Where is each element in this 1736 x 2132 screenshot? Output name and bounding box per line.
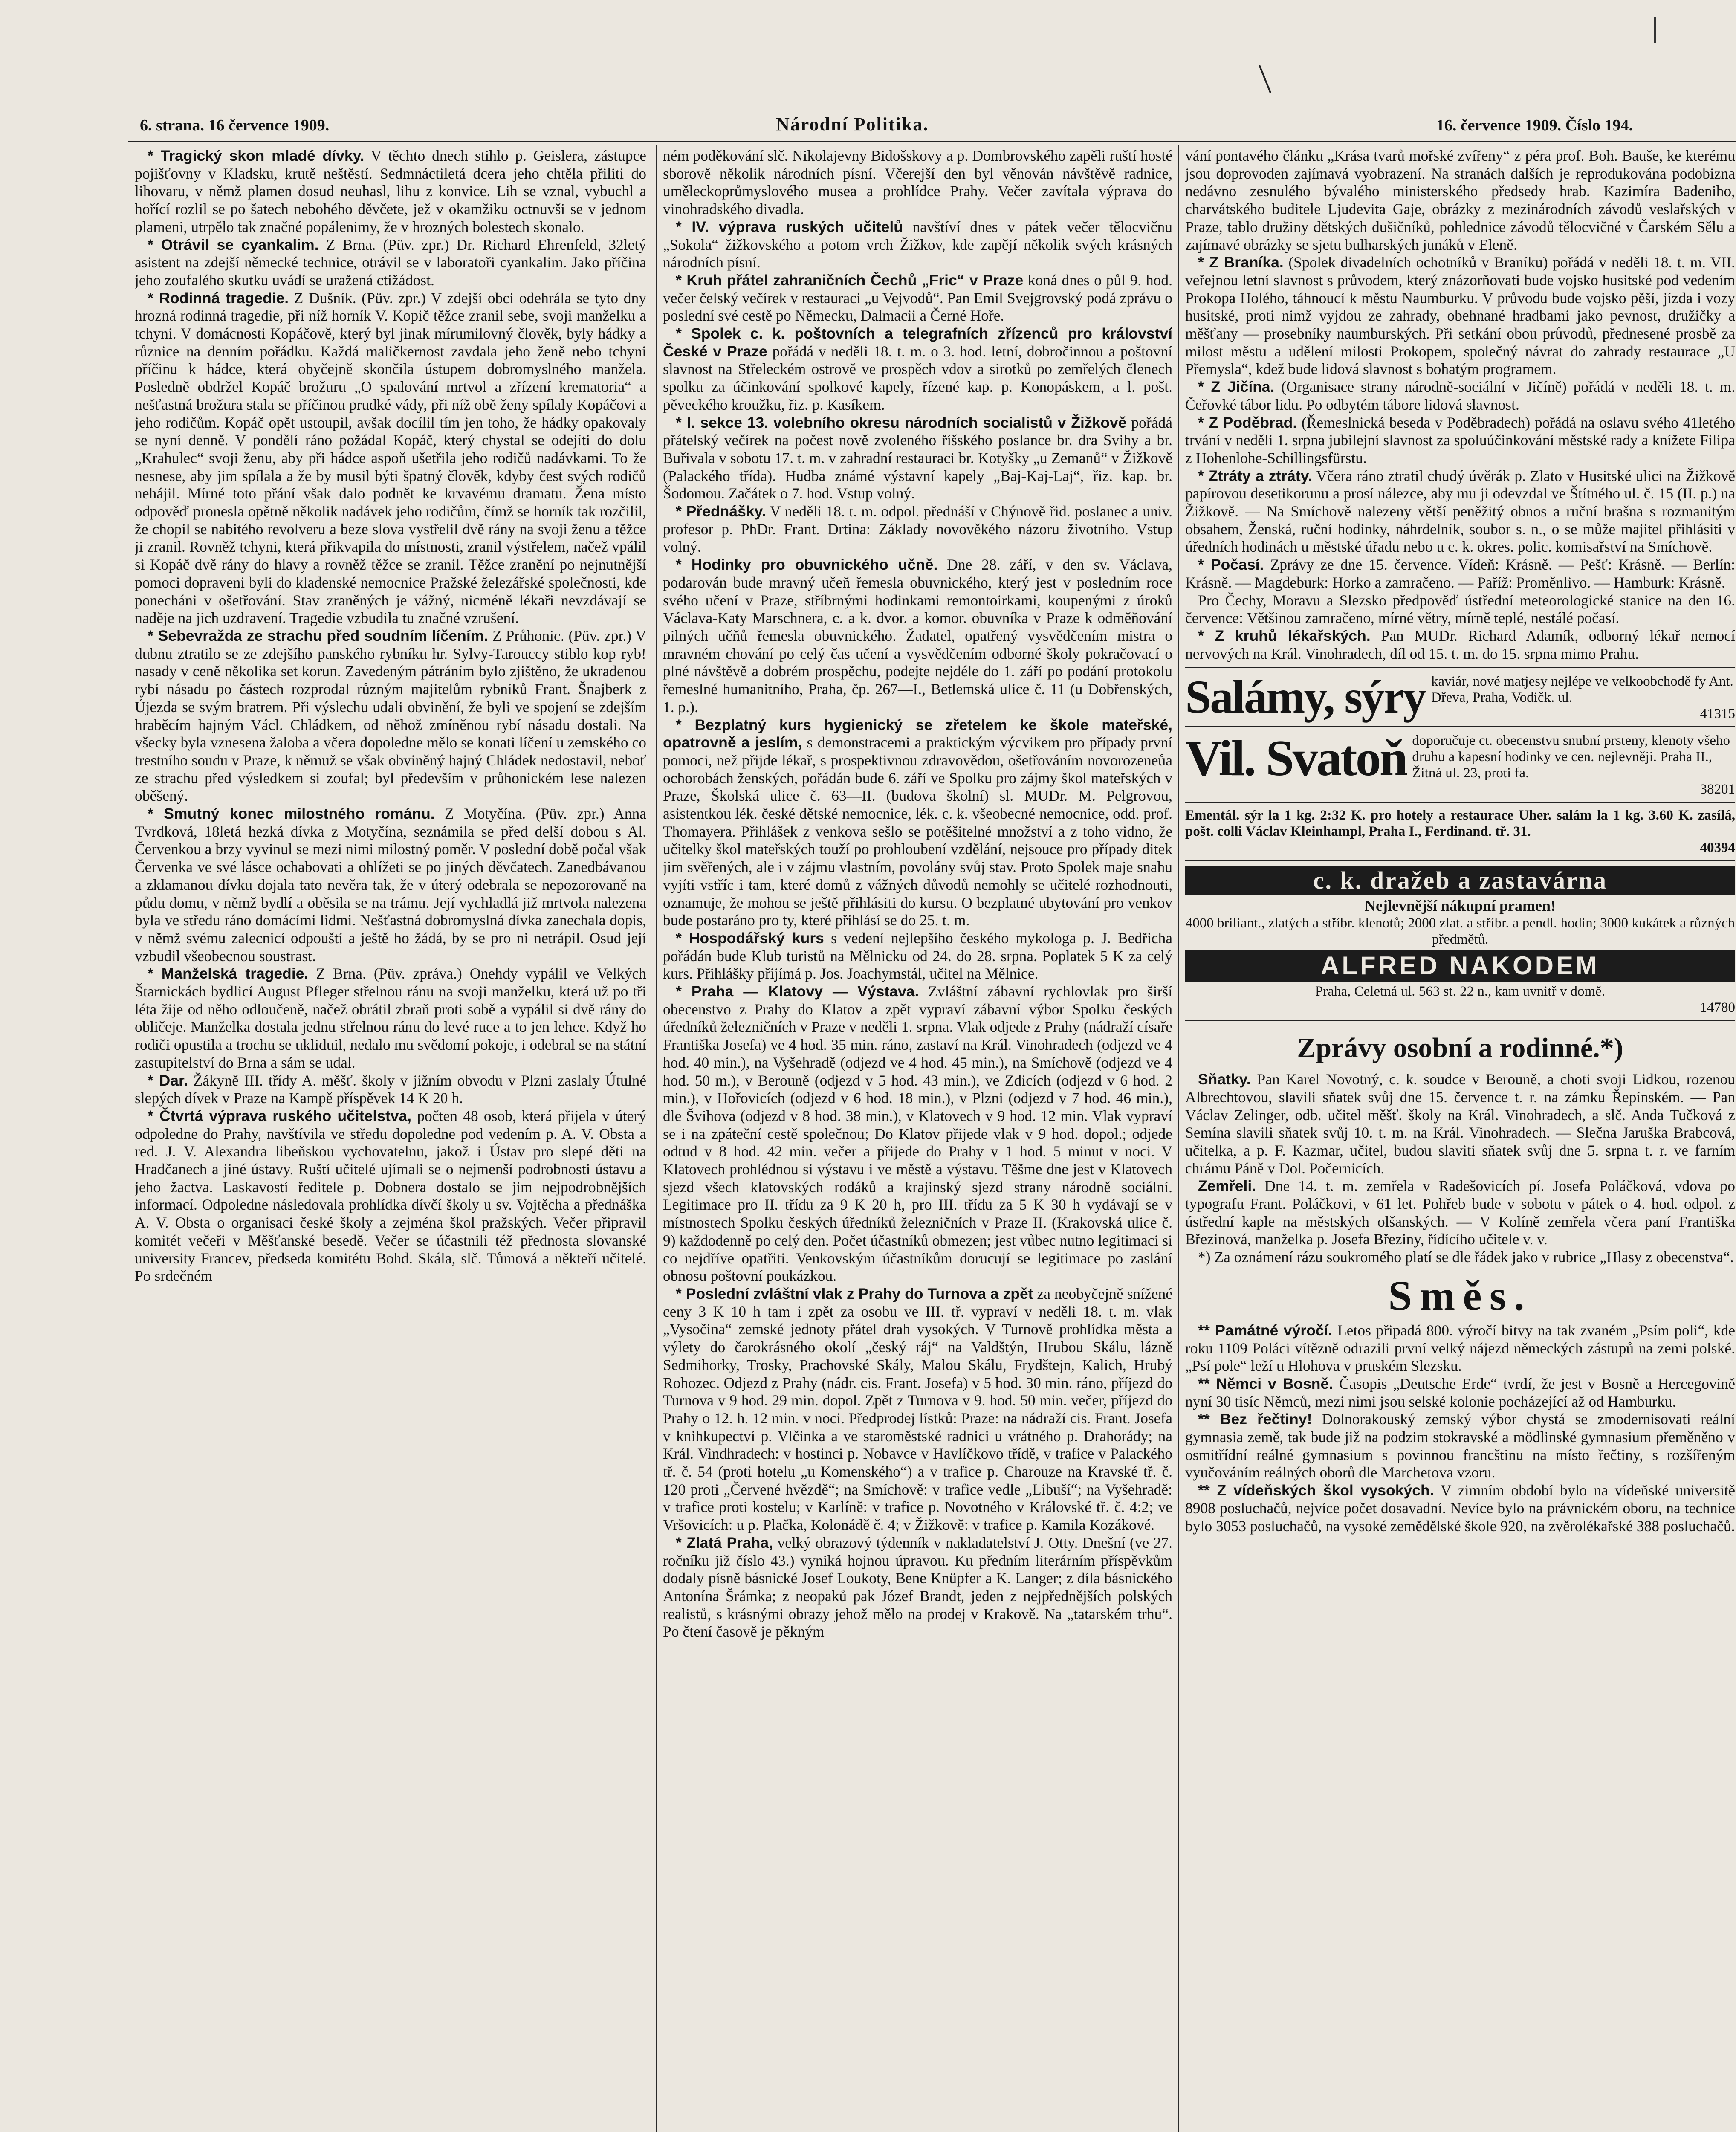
advert-body: 4000 briliant., zlatých a stříbr. klenotů; 2000 zlat. a stříbr. a pendl. hodin; 3000 kukátek a různých předmětů.	[1185, 915, 1735, 947]
header-rule	[128, 141, 1736, 142]
article-heading: * Praha — Klatovy — Výstava.	[676, 983, 919, 1000]
article	[663, 272, 1172, 325]
article-heading: * I. sekce 13. volebního okresu národních socialistů v Žižkově	[676, 414, 1127, 431]
article	[1185, 414, 1735, 467]
article-text: V zimním období bylo na vídeňské universitě 8908 posluchačů, nejvíce počet dosavadní. Nevíce bylo na právnickém oboru, na technice bylo 3053 posluchačů, na vysoké zemědělské škole 920, na zvěrolékařské 388 posluchačů.	[1185, 1482, 1735, 1535]
article-text: Včera ráno ztratil chudý úvěrák p. Zlato v Husitské ulici na Žižkově papírovou desetikorunu a prosí nálezce, aby mu ji odevzdal ve Štítného ul. č. 15 (II. p.) na Žižkově. — Na Smíchově nalezeny větší peněžitý obnos a ruční brašna s rozmanitým obsahem, Ženská, ruční hodinky, náhrdelník, soubor s. n., o se může majitel přihlásiti v úředních hodinách u městské úřadu nebo u c. k. okres. polic. komisařství na Smíchově.	[1185, 467, 1735, 556]
section-title: Směs.	[1388, 1272, 1532, 1319]
advert-text	[1431, 673, 1735, 722]
article-text: Pan MUDr. Richard Adamík, odborný lékař nemocí nervových na Král. Vinohradech, díl od 15. t. m. do 15. srpna mimo Prahu.	[1185, 627, 1735, 662]
advert-subtitle: Nejlevnější nákupní pramen!	[1364, 897, 1556, 915]
article	[135, 627, 646, 805]
article	[663, 218, 1172, 272]
article	[663, 325, 1172, 414]
article-text: Z Dušník. (Püv. zpr.) V zdejší obci odehrála se tyto dny hrozná rodinná tragedie, při níž horník V. Kopič těžce zranil sebe, svoji manželku a tchyni. V domácnosti Kopáčově, který byl jinak mírumilovný člověk, byly hádky a různice na denním pořádku. Každá maličkernost zavdala jeho ženě nebo tchyni příčinu k hádce, která obyčejně skončila ústupem dobromyslného manžela. Posledně obdržel Kopáč brožuru „O spalování mrtvol a zřízení krematoria“ a nešťastná brožura stala se příčinou prudké vády, při níž obě ženy spílaly Kopáčovi a jeho rodičům. Kopáč opět ustoupil, avšak docílil tím jen toho, že hádky opakovaly se nyní denně. V pondělí ráno požádal Kopáč, který chystal se odejíti do dolu „Krahulec“ svoji ženu, aby při hádce aspoň ušetřila jeho rodičů nadávkami. To že nesnese, aby jim spílala a že by musil býti špatný člověk, kdyby čest svých rodičů nehájil. Mírné toto přání však dalo podnět ke krvavému dramatu. Žena místo odpověď pronesla opětně několik nadávek jeho rodičům, čímž se horník tak rozčilil, že chopil se nabitého revolveru a beze slova vystřelil dvě rány na svoji ženu a těžce ji zranil. Rovněž tchyni, která přikvapila do místnosti, zranil výstřelem, načež vpálil si Kopáč dvě rány do hlavy a rovněž těžce se zranil. Těžce zranění po nejnutnější pomoci dopraveni byli do kladenské nemocnice Pražské železářské společnosti, kde ponecháni v ošetřování. Stav zraněných je vážný, nicméně lékaři nevzdávají se naděje na jich uzdravení. Tragedie vzbudila tu značné vzrušení.	[135, 289, 646, 627]
article	[663, 1534, 1172, 1641]
article	[135, 236, 646, 290]
advert-address: Praha, Celetná ul. 563 st. 22 n., kam uvnitř v domě.	[1315, 984, 1606, 999]
advert-body: kaviár, nové matjesy nejlépe ve velkoobchodě fy Ant. Dřeva, Praha, Vodičk. ul.	[1431, 674, 1733, 706]
article-text: Pan Karel Novotný, c. k. soudce v Berouně, a choti svoji Lidkou, rozenou Albrechtovou, slavili sňatek svůj dne 15. července t. r. na zámku Řepínském. — Pan Václav Zelinger, odb. učitel měšť. školy na Král. Vinohradech, a slč. Anda Tučková z Semína slavili sňatek svůj 10. t. m. na Král. Vinohradech. — Slečna Jaruška Brabcová, učitelka, a p. F. Kazmar, učitel, budou slaviti sňatek svůj dne 5. srpna t. r. ve farním chrámu Páně v Dol. Počernicích.	[1185, 1071, 1735, 1177]
divider	[1185, 860, 1735, 861]
article-heading: * Ztráty a ztráty.	[1198, 467, 1312, 484]
article	[663, 983, 1172, 1285]
article-heading: * Hodinky pro obuvnického učně.	[676, 556, 938, 574]
advert-svaton	[1185, 730, 1735, 797]
article	[663, 930, 1172, 983]
advert-text	[1412, 733, 1735, 797]
article-heading: * Sebevražda ze strachu před soudním líčením.	[148, 627, 489, 644]
article-heading: * Přednášky.	[676, 503, 766, 520]
article-heading: * Kruh přátel zahraničních Čechů „Fric“ v Praze	[676, 271, 1024, 289]
column-3	[1185, 147, 1735, 2132]
article	[1185, 556, 1735, 591]
article-text: Z Motyčína. (Püv. zpr.) Anna Tvrdková, 18letá hezká dívka z Motyčína, seznámila se před delší dobou s Al. Červenkou a brzy vyvinul se mezi nimi milostný poměr. V poslední době počal však Červenka ve své lásce ochabovati a ohlížeti se po jiných děvčatech. Zanedbávanou a zklamanou dívku dojala tato nevěra tak, že v úterý odebrala se nepozorovaně na půdu domu, v němž bydlí a oběsila se na trámu. Její vychladlá již mrtvola nalezena byla ve středu ráno domácími lidmi. Nešťastná dobromyslná dívka zanechala dopis, v němž svému zalecnicí odpouští a ještě ho žádá, by se pro ni netrápil. Osud její vzbudil všeobecnou soustrast.	[135, 805, 646, 965]
article	[1185, 1071, 1735, 1177]
article	[1185, 378, 1735, 414]
article	[1185, 1482, 1735, 1535]
article	[1185, 467, 1735, 556]
column-rule	[1178, 145, 1179, 2132]
advert-number: 14780	[1700, 1000, 1735, 1016]
advert-body: doporučuje ct. obecenstvu snubní prsteny, klenoty všeho druhu a kapesní hodinky ve cen. nejlevněji. Praha II., Žitná ul. 23, proti fa.	[1412, 733, 1730, 781]
article	[135, 1072, 646, 1107]
advert-salamy	[1185, 673, 1735, 722]
article-text: ném poděkování slč. Nikolajevny Bidošskovy a p. Dombrovského zapěli ruští hosté sborově několik národních písní. Včerejší den byl věnován návštěvě radnice, uměleckoprůmyslového musea a prohlídce Prahy. Večer zavítala výprava do vinohradského divadla.	[663, 147, 1172, 218]
article	[1185, 1322, 1735, 1375]
article	[1185, 254, 1735, 378]
article-text: počten 48 osob, která přijela v úterý odpoledne do Prahy, navštívila ve středu dopoledne pod vedením p. A. V. Obsta a red. J. V. Alexandra libeňskou vychovatelnu, jakož i Ústav pro slepé děti na Hradčanech a jiné ústavy. Ruští učitelé ujímali se o nejmenší podrobnosti ústavu a jeho žactva. Laskavostí ředitele p. Dobnera dostalo se jim nejpodrobnějších informací. Odpoledne následovala prohlídka dívčí školy u sv. Vojtěcha a přednáška A. V. Obsta o organisaci české školy a zejména škol pražských. Večer připravil komitét večeři v Měšťanské besedě. Večer se účastnili též přednosta slovanské university Francev, předseda komitétu Bohd. Skála, slč. Tůmová a někteří učitelé. Po srdečném	[135, 1107, 646, 1285]
article	[663, 556, 1172, 716]
article-text: V neděli 18. t. m. odpol. přednáší v Chýnově řid. poslanec a univ. profesor p. PhDr. Frant. Drtina: Základy novověkého názoru životního. Vstup volný.	[663, 503, 1172, 556]
article-heading: * Zlatá Praha,	[676, 1534, 773, 1551]
advert-headline: Vil. Svatoň	[1185, 730, 1406, 787]
column-1	[135, 147, 646, 2132]
article-heading: ** Z vídeňských škol vysokých.	[1198, 1482, 1434, 1499]
divider	[1185, 1020, 1735, 1021]
article-text: pořádá přátelský večírek na počest nově zvoleného říšského poslance br. dra Svihy a br. Buřivala v sobotu 17. t. m. v zahradní restauraci br. Kotyšky „u Zemanů“ v Žižkově (Palackého třída). Hudba známé výstavní kapely „Baj-Kaj-Laj“, řiz. kap. br. Šodomou. Začátek o 7. hod. Vstup volný.	[663, 414, 1172, 502]
article	[1185, 147, 1735, 254]
article-text: pořádá v neděli 18. t. m. o 3. hod. letní, dobročinnou a poštovní slavnost na Střeleckém ostrově ve prospěch vdov a sirotků po zemřelých členech spolku za účinkování spolkové kapely, řízené kap. p. Konopáskem, a l. pošt. pěveckého kroužku, řiz. p. Kasíkem.	[663, 342, 1172, 413]
article-heading: * Poslední zvláštní vlak z Prahy do Turnova a zpět	[676, 1285, 1033, 1302]
article-heading: * Spolek c. k. poštovních a telegrafních zřízenců pro království České v Praze	[663, 325, 1172, 360]
advert-headline: Salámy, sýry	[1185, 671, 1425, 723]
article-text: koná dnes o půl 9. hod. večer čelský večírek v restauraci „u Vejvodů“. Pan Emil Svejgrovský podá zprávu o poslední své cestě po Německu, Dalmacii a Černé Hoře.	[663, 271, 1172, 324]
article-text: s vedení nejlepšího českého mykologa p. J. Bedřicha pořádán bude Klub turistů na Mělnicku od 24. do 28. srpna. Poplatek 5 K za celý kurs. Přihlášky přijímá p. Jos. Joachymstál, učitel na Mělnice.	[663, 929, 1172, 982]
section-title: Zprávy osobní a rodinné.*)	[1297, 1032, 1623, 1064]
article-text: za neobyčejně snížené ceny 3 K 10 h tam i zpět za osobu ve III. tř. vypraví v neděli 18. t. m. vlak „Vysočina“ zemské jednoty přátel drah vysokých. V Turnově prohlídka města a výlety do čarokrásného okolí „český ráj“ na Valdštýn, Hrubou Skálu, lázně Sedmihorky, Trosky, Prachovské Skály, Malou Skálu, Frydštejn, Kalich, Hrubý Rohozec. Odjezd z Prahy (nádr. cis. Frant. Josefa) v 5 hod. 30 min. ráno, příjezd do Turnova v 9 hod. 29 min. dopol. Zpět z Turnova v 9. hod. 50 min. večer, příjezd do Prahy o 12. h. 12 min. v noci. Předprodej lístků: Praze: na nádraží cis. Frant. Josefa v knihkupectví p. Vlčinka a ve staroměstské radnici u vrátného p. Drahorády; na Král. Vindhradech: v hostinci p. Nobavce v Havlíčkovo třídě, v trafice v Palackého tř. č. 54 (proti hotelu „u Komenského“) a v trafice p. Charouze na Kravské tř. č. 120 proti „Červené hvězdě“; na Smíchově: v trafice vedle „Libuší“; na Vyšehradě: v trafice proti kostelu; v Karlíně: v trafice p. Novotného v Královské tř. č. 4:2; ve Vršovicích: u p. Plačka, Kolonádě č. 4; v Žižkově: v trafice p. Kamila Kozákové.	[663, 1285, 1172, 1534]
article	[1185, 592, 1735, 627]
article-text: Časopis „Deutsche Erde“ tvrdí, že jest v Bosně a Hercegovině nyní 30 tisíc Němců, mezi nimi jsou selské kolonie pocházející až od Hamburku.	[1185, 1375, 1735, 1410]
article-heading: * Bezplatný kurs hygienický se zřetelem ke škole mateřské, opatrovně a jeslím,	[663, 716, 1172, 751]
article-text: Dne 28. září, v den sv. Václava, podarován bude mravný učeň řemesla obuvnického, který jest v posledním roce svého učení v Praze, stříbrnými hodinkami remontoirkami, koupenými z úroků Václava-Katy Marschnera, c. a k. dvor. a komor. obuvníka v Praze k odměňování pilných učňů řemesla obuvnického. Žadatel, opatřený vysvědčením mistra o mravném chování po celý čas učení a vysvědčením odborné školy pokračovací o plné návštěvě a dobrém prospěchu, podejte nejdéle do 1. září po podání protokolu řemeslné humanitního, Praha, čp. 267—I., Betlemská ulice č. 11 (u Dobřenských, 1. p.).	[663, 556, 1172, 715]
article-text: Z Brna. (Püv. zpr.) Dr. Richard Ehrenfeld, 32letý asistent na zdejší německé technice, otrávil se v laboratoři cyankalim. Jako příčina jeho zoufalého skutku uvádí se uražená ctižádost.	[135, 236, 646, 289]
advert-zastavarna	[1185, 866, 1735, 1016]
article-text: Dne 14. t. m. zemřela v Radešovicích pí. Josefa Poláčková, vdova po typografu Frant. Poláčkovi, v 61 let. Pohřeb bude v sobotu v pátek o 4. hod. odpol. z ústřední kaple na městských olšanských. — V Kolíně zemřela včera paní Františka Březinová, manželka p. Josefa Březiny, řídícího učitele v. v.	[1185, 1177, 1735, 1248]
article-heading: * Z kruhů lékařských.	[1198, 627, 1371, 644]
article-heading: * IV. výprava ruských učitelů	[676, 218, 903, 235]
article-heading: * Počasí.	[1198, 556, 1264, 574]
divider	[1185, 667, 1735, 668]
page-header	[132, 112, 1641, 142]
advert-body: Ementál. sýr la 1 kg. 2:32 K. pro hotely a restaurace Uher. salám la 1 kg. 3.60 K. zasílá, pošt. colli Václav Kleinhampl, Praha I., Ferdinand. tř. 31.	[1185, 808, 1735, 840]
article	[135, 290, 646, 627]
article-heading: ** Bez řečtiny!	[1198, 1411, 1312, 1428]
article	[663, 1285, 1172, 1534]
article-heading: * Z Jičína.	[1198, 378, 1275, 396]
advert-name: ALFRED NAKODEM	[1185, 950, 1735, 982]
advert-emental	[1185, 807, 1735, 856]
advert-number: 40394	[1700, 840, 1735, 856]
article	[1185, 627, 1735, 663]
article-text: Zvláštní zábavní rychlovlak pro širší obecenstvo z Prahy do Klatov a zpět vypraví zábavní výbor Spolku českých úředníků železničních v Praze v neděli 1. srpna. Vlak odjede z Prahy (nádraží císaře Františka Josefa) ve 4 hod. 35 min. ráno, zastaví na Král. Vinohradech (odjezd ve 4 hod. 40 min.), na Vyšehradě (odjezd ve 4 hod. 45 min.), na Smíchově (odjezd ve 4 hod. 50 m.), v Berouně (odjezd v 5 hod. 43 min.), ve Zdicích (odjezd v 6 hod. 2 min.), v Hořovicích (odjezd v 6 hod. 18 min.), v Plzni (odjezd v 7 hod. 46 min.), dle Švihova (odjezd v 8 hod. 38 min.), v Klatovech v 9 hod. 12 min. Vlak vypraví se i na zpáteční cestě společnou; Do Klatov přijede vlak v 9 hod. dopol.; odjede odtud v 8 hod. 42 min. večer a přijede do Prahy v 1 hod. 5 minut v noci. V Klatovech prohlédnou si výstavu i ve městě a výstavu. Těšme dne jest v Klatovech sjezd všech klatovských rodáků a krajinský sjezd strany národně sociální. Legitimace pro II. třídu za 9 K 20 h, pro III. třídu za 5 K 30 h vydávají se v místnostech Spolku českých úředníků železničních v Praze II. (Krakovská ulice č. 9) každodenně po celý den. Počet účastníků obmezen; jest vůbec nutno legitimaci si co nejdříve opatřiti. Venkovským účastníkům dorucují se legitimace po zaslání obnosu poštovní poukázkou.	[663, 983, 1172, 1285]
article	[1185, 1177, 1735, 1248]
header-issue-right: 16. července 1909. Číslo 194.	[1436, 116, 1633, 134]
article-heading: * Z Poděbrad.	[1198, 414, 1297, 431]
article	[135, 965, 646, 1072]
article-text: velký obrazový týdenník v nakladatelství J. Otty. Dnešní (ve 27. ročníku již číslo 43.) vyniká hojnou úpravou. Ku předním literárním příspěvkům dodaly písně básnické Josef Loukoty, Bene Knüpfer a K. Langer; z díla básnického Antonína Šrámka; z neopaků pak Józef Brandt, jeden z nejpřednějších polských realistů, s krásnými obrazy jehož mělo na prodej v Krakově. Na „tatarském trhu“. Po čtení časově je pěkným	[663, 1534, 1172, 1640]
divider	[1185, 802, 1735, 803]
article-text: Letos připadá 800. výročí bitvy na tak zvaném „Psím poli“, kde roku 1109 Poláci vítězně odrazili první velký nájezd německých zástupů na zemi polské. „Psí pole“ leží u Hlohova v pruském Slezsku.	[1185, 1321, 1735, 1375]
advert-number: 38201	[1700, 782, 1735, 797]
article-heading: * Čtvrtá výprava ruského učitelstva,	[148, 1107, 412, 1124]
article-text: Zprávy ze dne 15. července. Vídeň: Krásně. — Pešť: Krásně. — Berlín: Krásně. — Magdeburk: Horko a zamračeno. — Paříž: Proměnlivo. — Hamburk: Krásně.	[1185, 556, 1735, 591]
article-heading: Zemřeli.	[1198, 1177, 1256, 1195]
article-heading: * Z Braníka.	[1198, 254, 1284, 271]
column-rule	[656, 145, 657, 2132]
footnote: *) Za oznámení rázu soukromého platí se dle řádek jako v rubrice „Hlasy z obecenstva“.	[1198, 1248, 1734, 1266]
pen-mark	[1654, 17, 1656, 43]
article-heading: ** Památné výročí.	[1198, 1321, 1333, 1339]
article	[663, 503, 1172, 556]
article-text: Z Brna. (Püv. zpráva.) Onehdy vypálil ve Velkých Štarnickách bydlicí August Pfleger střelnou ránu na svoji manželku, která už po tři léta žije od něho odloučeně, načež obrátil zbraň proti sobě a vypálil si dvě rány do obličeje. Manželka dostala jednu střelnou ránu do levé ruce a to jen lehce. Když ho rodiči opustila a trochu se ukliduil, nedalo mu svědomí pokoje, i odebral se na státní zastupitelství do Brna a sám se udal.	[135, 965, 646, 1071]
article	[663, 414, 1172, 503]
article-heading: * Hospodářský kurs	[676, 929, 824, 947]
article	[135, 147, 646, 236]
article-heading: * Dar.	[148, 1072, 188, 1089]
article-heading: * Tragický skon mladé dívky.	[148, 147, 365, 164]
masthead-title: Národní Politika.	[776, 114, 929, 135]
article-heading: ** Němci v Bosně.	[1198, 1375, 1334, 1392]
article	[135, 805, 646, 965]
article-text: (Organisace strany národně-sociální v Jičíně) pořádá v neděli 18. t. m. Čeřovké tábor lidu. Po odbytém tábore lidová slavnost.	[1185, 378, 1735, 413]
article-heading: * Rodinná tragedie.	[148, 289, 289, 307]
article	[1185, 1411, 1735, 1482]
article-heading: * Manželská tragedie.	[148, 965, 309, 982]
advert-title: c. k. dražeb a zastavárna	[1185, 866, 1735, 895]
header-date-left: 6. strana. 16 července 1909.	[140, 116, 330, 134]
article-text: Žákyně III. třídy A. měšť. školy v jižním obvodu v Plzni zaslaly Útulné slepých dívek v Praze na Kampě příspěvek 14 K 20 h.	[135, 1072, 646, 1107]
article-text: Dolnorakouský zemský výbor chystá se zmodernisovati reální gymnasia země, tak bude již na podzim stokravské a mödlinské gymnasium přeměněno v osmitřídní reálné gymnasium s povinnou francštinu na místo řečtiny, s rozšířeným vyučováním reálných oborů dle Marchetova vzoru.	[1185, 1411, 1735, 1481]
article-text: s demonstracemi a praktickým výcvikem pro případy první pomoci, než přijde lékař, s prospektivnou zdravovědou, ošetřováním novorozeneůa ochorobách ženských, pořádán bude 6. září ve Spolku pro zájmy škol mateřských v Praze, Školská ulice č. 63—II. (budova školní) sl. MUDr. M. Pelgrovou, asistentkou lék. české dětské nemocnice, lék. c. k. všeobecné nemocnice, odd. prof. Thomayera. Přihlášek z venkova sešlo se potěšitelné množství a z toho vidno, že učitelky škol mateřských touží po prohloubení vzdělání, nejsouce pro případy ditek jim svěřených, ale i v zájmu vlastním, povolány svůj stav. Proto Spolek maje snahu vyjíti vstříc i tam, které domů z vážných důvodů nemohly se učitelé rozhodnouti, oznamuje, že mohou se ještě přihlásiti do kursu. O bezplatné ubytování pro venkov bude postaráno pro ty, které přihlásí se do 25. t. m.	[663, 734, 1172, 929]
article-text: Pro Čechy, Moravu a Slezsko předpověď ústřední meteorologické stanice na den 16. července: Většinou zamračeno, mírné větry, mírně teplé, nestálé počasí.	[1185, 591, 1735, 627]
article	[663, 147, 1172, 218]
article-text: V těchto dnech stihlo p. Geislera, zástupce pojišťovny v Kladsku, krutě neštěstí. Sedmnáctiletá dcera jeho chtěla přiliti do lihovaru, v němž plamen dosud neuhasl, lihu z konvice. Lih se vznal, vybuchl a hořící rozlil se po šatech nebohého děvčete, jež v okamžiku octnuvši se v jednom plameni, utrpělo tak značné popálenimy, že v hrozných bolestech skonalo.	[135, 147, 646, 235]
pen-mark	[1259, 65, 1271, 93]
article	[663, 716, 1172, 930]
article-text: Z Průhonic. (Püv. zpr.) V dubnu ztratilo se ze zdejšího panského rybníku hr. Sylvy-Tarouccy stiblo kop ryb! nasady v ceně několika set korun. Zavedeným pátráním bylo zjištěno, že ukradenou rybí násadu po částech rozprodal různým majitelům rybníků Frant. Šnajberk z Újezda se svým bratrem. Při výslechu udali obvinění, že byli ve spojení se zdejším hraběcím hajným Václ. Chládkem, od něhož zmíněnou rybí násadu dostali. Na všecky byla vznesena žaloba a včera dopoledne mělo se konati líčení u zemského co trestního soudu v Praze, k němuž se však obviněný hajný Chládek nedostavil, neboť ze strachu před výsledkem si zoufal; byl především v průhonickém lese nalezen oběšený.	[135, 627, 646, 805]
article-text: (Řemeslnická beseda v Poděbradech) pořádá na oslavu svého 41letého trvání v neděli 1. srpna jubilejní slavnost za spoluúčinkování městské rady a knížete Filipa z Hohenlohe-Schillingsfürstu.	[1185, 414, 1735, 466]
advert-number: 41315	[1700, 706, 1735, 722]
article-heading: * Smutný konec milostného románu.	[148, 805, 435, 823]
article-text: vání pontavého článku „Krása tvarů mořské zvířeny“ z péra prof. Boh. Bauše, ke kterému jsou doprovoden zajímavá vyobrazení. Na stranách dalších je reprodukována podobizna nedávno zesnulého bývalého ministerského předsedy hrab. Kazimíra Badeniho, charvátského buditele Ljudevita Gaje, obrázky z mezinárodních závodů veslařských v Praze, tablo družiny dětských dušičníků, pohlednice závodů tělocvičné v Čarském Sělu a zajímavé obrázky se sjetu bulharských junáků v Eleně.	[1185, 147, 1735, 253]
article-text: navštíví dnes v pátek večer tělocvičnu „Sokola“ žižkovského a potom vrch Žižkov, kde zapějí několik svých krásných národních písní.	[663, 218, 1172, 271]
article-heading: Sňatky.	[1198, 1071, 1251, 1088]
article	[1185, 1375, 1735, 1411]
article-heading: * Otrávil se cyankalim.	[148, 236, 319, 253]
article-text: (Spolek divadelních ochotníků v Braníku) pořádá v neděli 18. t. m. VII. veřejnou letní slavnost s průvodem, který znázorňovati bude vojsko husitské pod vedením Prokopa Holého, táhnoucí k městu Naumburku. V průvodu bude vojsko pěší, jízda i vozy husitské, proti nimž vyjdou ze zahrady, obehnané hradbami jako pevnost, družičky a měšťany — prosebníky naumburských. Při setkání obou průvodů, přednesené prosbě za milost městu a udělení milosti Prokopem, společný návrat do zahrady restaurace „U Přemysla“, kdež bude lidová slavnost s bohatým programem.	[1185, 254, 1735, 378]
column-2	[663, 147, 1172, 2132]
article	[135, 1107, 646, 1285]
divider	[1185, 726, 1735, 727]
